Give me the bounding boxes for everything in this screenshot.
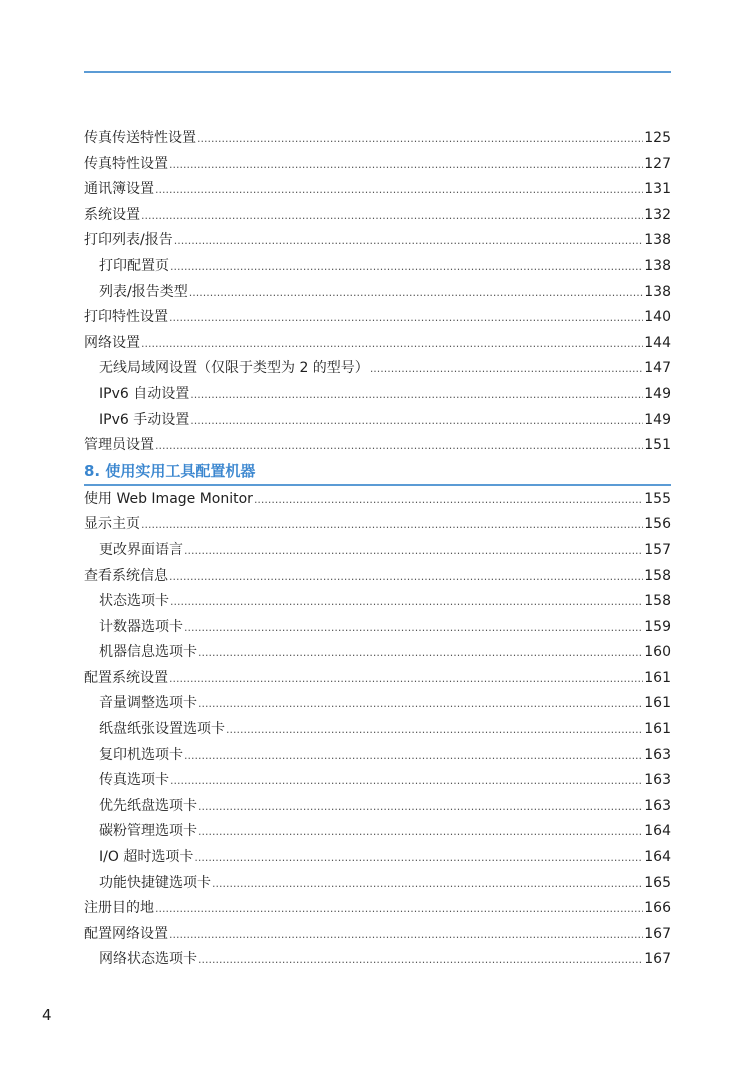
toc-entry-page: 161 [644, 695, 671, 712]
toc-entry-page: 163 [644, 797, 671, 814]
toc-entry-page: 132 [644, 206, 671, 223]
toc-leader-dots [155, 433, 643, 459]
toc-entry-title: 打印列表/报告 [84, 232, 173, 249]
toc-leader-dots [198, 640, 643, 666]
toc-entry-title: 显示主页 [84, 516, 140, 533]
toc-leader-dots [174, 228, 644, 254]
toc-leader-dots [184, 743, 643, 769]
toc-leader-dots [198, 691, 643, 717]
toc-leader-dots [198, 794, 643, 820]
toc-entry-page: 131 [644, 181, 671, 198]
toc-entry-page: 160 [644, 644, 671, 661]
toc-entry-title: 传真选项卡 [99, 772, 169, 789]
toc-entry[interactable] [84, 922, 671, 948]
toc-entry[interactable] [84, 743, 671, 769]
toc-entry-page: 149 [644, 411, 671, 428]
toc-leader-dots [141, 331, 643, 357]
toc-entry-page: 138 [644, 257, 671, 274]
toc-leader-dots [254, 487, 643, 513]
toc-entry[interactable] [84, 408, 671, 434]
toc-entry[interactable] [84, 126, 671, 152]
toc-entry-page: 164 [644, 823, 671, 840]
toc-entry-page: 163 [644, 772, 671, 789]
toc-leader-dots [169, 564, 643, 590]
toc-entry[interactable] [84, 691, 671, 717]
toc-entry-title: 网络设置 [84, 334, 140, 351]
toc-leader-dots [141, 512, 643, 538]
toc-entry-title: 状态选项卡 [99, 593, 169, 610]
toc-entry-title: 更改界面语言 [99, 541, 183, 558]
toc-entry-page: 167 [644, 925, 671, 942]
toc-entry[interactable] [84, 382, 671, 408]
toc-entry-title: 注册目的地 [84, 900, 154, 917]
toc-entry-title: 列表/报告类型 [99, 283, 188, 300]
toc-entry-title: 计数器选项卡 [99, 618, 183, 635]
toc-entry[interactable] [84, 768, 671, 794]
toc-entry-page: 125 [644, 130, 671, 146]
toc-leader-dots [155, 177, 643, 203]
toc-entry[interactable] [84, 228, 671, 254]
toc-group-a [84, 126, 671, 459]
toc-entry-title: 使用 Web Image Monitor [84, 490, 253, 507]
toc-leader-dots [184, 538, 643, 564]
toc-leader-dots [170, 768, 643, 794]
toc-leader-dots [370, 356, 643, 382]
toc-entry-title: 音量调整选项卡 [99, 695, 197, 712]
toc-leader-dots [190, 408, 643, 434]
toc-leader-dots [190, 382, 643, 408]
toc-entry-page: 164 [644, 849, 671, 866]
toc-entry[interactable] [84, 615, 671, 641]
toc-entry[interactable] [84, 512, 671, 538]
toc-entry-title: 通讯簿设置 [84, 181, 154, 198]
toc-leader-dots [169, 152, 643, 178]
toc-entry[interactable] [84, 331, 671, 357]
toc-entry[interactable] [84, 564, 671, 590]
toc-entry[interactable] [84, 152, 671, 178]
toc-entry[interactable] [84, 819, 671, 845]
toc-entry-page: 163 [644, 746, 671, 763]
toc-entry-title: IPv6 手动设置 [99, 411, 190, 428]
page-number: 4 [42, 1006, 52, 1024]
toc-entry-title: 查看系统信息 [84, 567, 168, 584]
toc-entry[interactable] [84, 666, 671, 692]
toc-entry-page: 167 [644, 951, 671, 968]
toc-group-b [84, 487, 671, 973]
toc-entry[interactable] [84, 203, 671, 229]
table-of-contents [84, 126, 671, 973]
toc-leader-dots [155, 896, 643, 922]
toc-entry-page: 158 [644, 593, 671, 610]
toc-entry-page: 138 [644, 283, 671, 300]
toc-entry[interactable] [84, 845, 671, 871]
toc-leader-dots [184, 615, 643, 641]
toc-entry-page: 140 [644, 309, 671, 326]
toc-entry[interactable] [84, 589, 671, 615]
toc-leader-dots [141, 203, 643, 229]
toc-entry-page: 156 [644, 516, 671, 533]
toc-leader-dots [226, 717, 643, 743]
toc-entry-title: 复印机选项卡 [99, 746, 183, 763]
toc-entry[interactable] [84, 305, 671, 331]
toc-entry-page: 127 [644, 155, 671, 172]
toc-entry-page: 144 [644, 334, 671, 351]
toc-leader-dots [170, 254, 643, 280]
toc-entry[interactable] [84, 254, 671, 280]
toc-leader-dots [198, 947, 643, 973]
toc-entry[interactable] [84, 947, 671, 973]
toc-entry-title: 打印特性设置 [84, 309, 168, 326]
toc-entry-page: 161 [644, 669, 671, 686]
toc-entry-title: 碳粉管理选项卡 [99, 823, 197, 840]
toc-leader-dots [198, 819, 643, 845]
toc-entry[interactable] [84, 640, 671, 666]
toc-entry-title: 无线局域网设置（仅限于类型为 2 的型号） [99, 360, 369, 377]
toc-entry-page: 158 [644, 567, 671, 584]
toc-entry-page: 166 [644, 900, 671, 917]
toc-entry-title: 功能快捷键选项卡 [99, 874, 211, 891]
toc-entry[interactable] [84, 538, 671, 564]
toc-entry-page: 151 [644, 437, 671, 454]
toc-leader-dots [197, 126, 643, 152]
toc-entry[interactable] [84, 280, 671, 306]
toc-leader-dots [189, 280, 644, 306]
toc-entry-page: 161 [644, 721, 671, 738]
toc-leader-dots [170, 589, 643, 615]
toc-leader-dots [169, 305, 643, 331]
toc-entry-title: 网络状态选项卡 [99, 951, 197, 968]
toc-entry-page: 149 [644, 385, 671, 402]
toc-leader-dots [194, 845, 643, 871]
toc-entry[interactable] [84, 717, 671, 743]
toc-entry-title: 优先纸盘选项卡 [99, 797, 197, 814]
toc-entry-title: 配置网络设置 [84, 925, 168, 942]
toc-entry-title: I/O 超时选项卡 [99, 849, 194, 866]
toc-entry-title: 传真传送特性设置 [84, 130, 196, 146]
toc-leader-dots [169, 922, 643, 948]
toc-entry[interactable] [84, 896, 671, 922]
toc-entry-page: 155 [644, 490, 671, 507]
toc-entry[interactable] [84, 871, 671, 897]
toc-entry-title: 配置系统设置 [84, 669, 168, 686]
toc-entry[interactable] [84, 356, 671, 382]
toc-entry-page: 157 [644, 541, 671, 558]
toc-leader-dots [169, 666, 643, 692]
chapter-heading[interactable]: 8. 使用实用工具配置机器 [84, 459, 671, 486]
toc-entry-title: 系统设置 [84, 206, 140, 223]
toc-entry-page: 147 [644, 360, 671, 377]
toc-entry-page: 138 [644, 232, 671, 249]
toc-entry-title: 机器信息选项卡 [99, 644, 197, 661]
toc-entry-title: IPv6 自动设置 [99, 385, 190, 402]
toc-entry-title: 纸盘纸张设置选项卡 [99, 721, 225, 738]
header-rule [84, 71, 671, 73]
toc-entry[interactable] [84, 487, 671, 513]
toc-entry-page: 165 [644, 874, 671, 891]
toc-entry-page: 159 [644, 618, 671, 635]
toc-entry[interactable] [84, 177, 671, 203]
toc-entry[interactable] [84, 794, 671, 820]
toc-entry-title: 传真特性设置 [84, 155, 168, 172]
toc-entry[interactable] [84, 433, 671, 459]
toc-entry-title: 打印配置页 [99, 257, 169, 274]
toc-entry-title: 管理员设置 [84, 437, 154, 454]
toc-leader-dots [212, 871, 643, 897]
